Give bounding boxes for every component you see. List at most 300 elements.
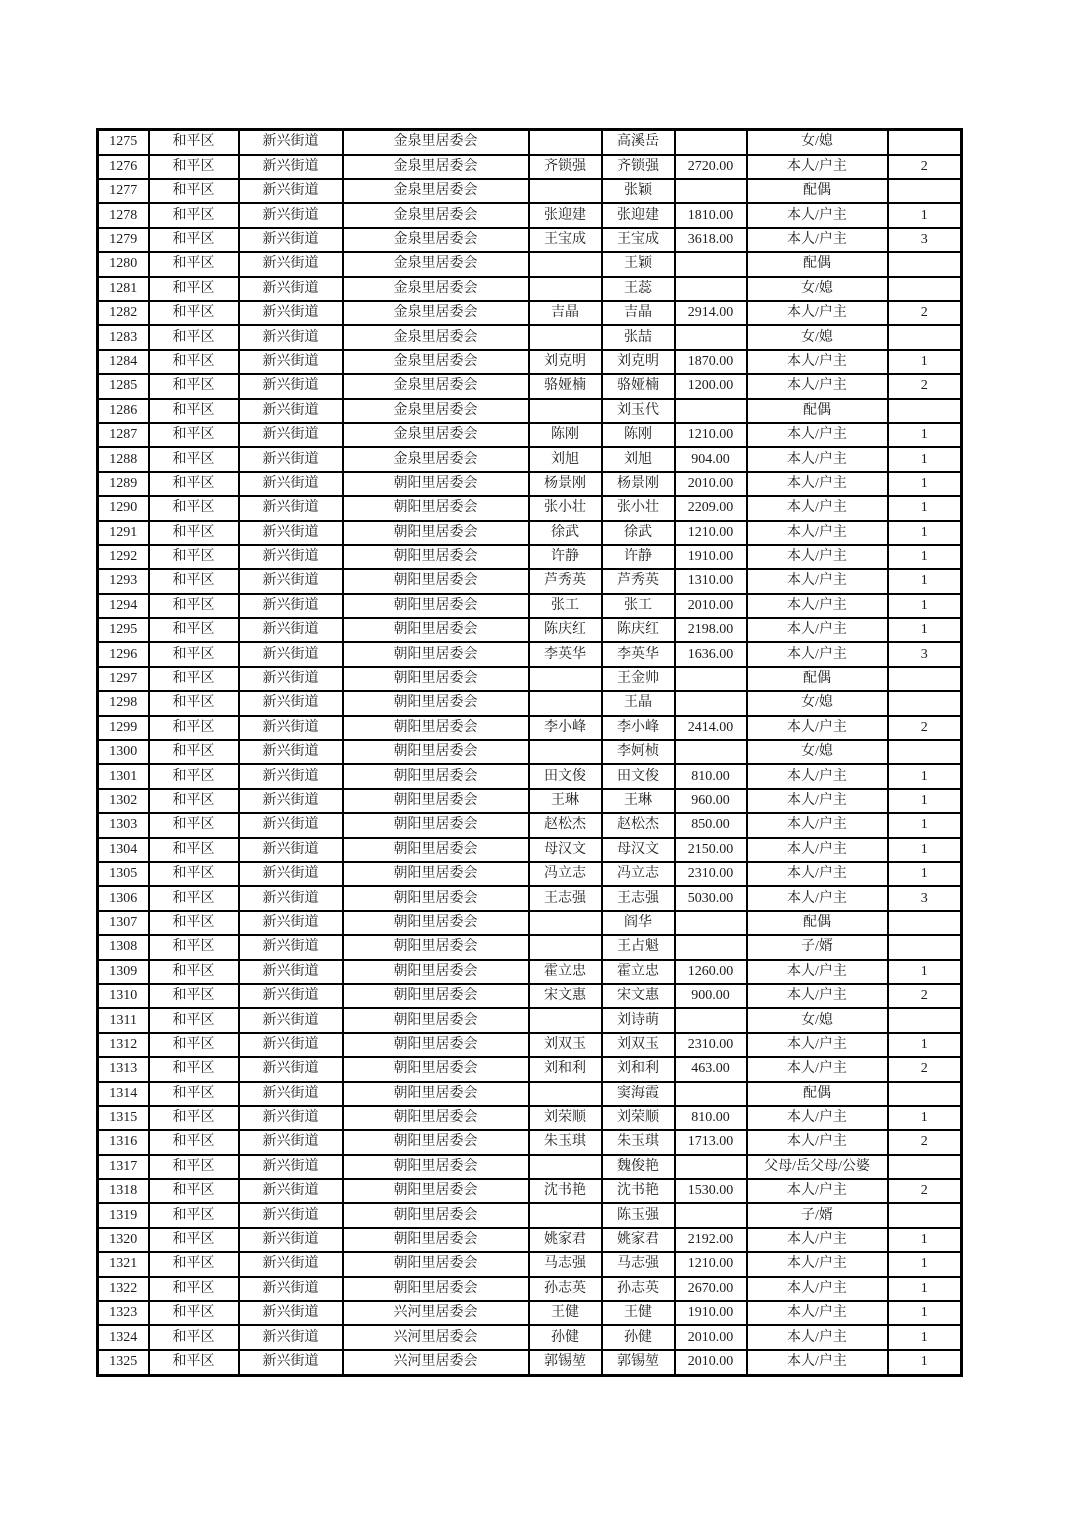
cell-amount: 900.00 — [675, 984, 747, 1008]
cell-district: 和平区 — [149, 960, 239, 984]
cell-relation: 本人/户主 — [747, 1252, 888, 1276]
cell-seq: 1305 — [98, 862, 149, 886]
cell-seq: 1302 — [98, 789, 149, 813]
cell-committee: 兴河里居委会 — [343, 1350, 529, 1376]
cell-amount — [675, 1082, 747, 1106]
cell-name2: 李英华 — [602, 642, 675, 666]
cell-district: 和平区 — [149, 1130, 239, 1154]
cell-district: 和平区 — [149, 1325, 239, 1349]
cell-name1: 霍立忠 — [529, 960, 602, 984]
cell-committee: 朝阳里居委会 — [343, 1228, 529, 1252]
cell-name2: 田文俊 — [602, 764, 675, 788]
cell-name1: 赵松杰 — [529, 813, 602, 837]
cell-street: 新兴街道 — [239, 960, 343, 984]
cell-seq: 1280 — [98, 252, 149, 276]
cell-amount: 1910.00 — [675, 545, 747, 569]
table-row — [98, 667, 962, 691]
cell-name1: 王志强 — [529, 886, 602, 910]
table-row — [98, 618, 962, 642]
table-row — [98, 447, 962, 471]
cell-relation: 本人/户主 — [747, 423, 888, 447]
cell-amount: 2414.00 — [675, 716, 747, 740]
cell-count: 1 — [888, 1228, 962, 1252]
cell-street: 新兴街道 — [239, 886, 343, 910]
cell-street: 新兴街道 — [239, 642, 343, 666]
cell-count: 1 — [888, 1033, 962, 1057]
cell-seq: 1283 — [98, 325, 149, 349]
cell-name1: 刘双玉 — [529, 1033, 602, 1057]
cell-name2: 刘玉代 — [602, 399, 675, 423]
table-row — [98, 1155, 962, 1179]
cell-amount: 1200.00 — [675, 374, 747, 398]
cell-name2: 郭锡堃 — [602, 1350, 675, 1376]
cell-seq: 1301 — [98, 764, 149, 788]
cell-street: 新兴街道 — [239, 1252, 343, 1276]
cell-seq: 1323 — [98, 1301, 149, 1325]
cell-seq: 1317 — [98, 1155, 149, 1179]
cell-name2: 王蕊 — [602, 277, 675, 301]
cell-seq: 1295 — [98, 618, 149, 642]
cell-name1: 刘荣顺 — [529, 1106, 602, 1130]
cell-amount: 1910.00 — [675, 1301, 747, 1325]
cell-amount: 2914.00 — [675, 301, 747, 325]
cell-relation: 本人/户主 — [747, 228, 888, 252]
cell-amount: 1636.00 — [675, 642, 747, 666]
table-row — [98, 886, 962, 910]
cell-name2: 刘荣顺 — [602, 1106, 675, 1130]
cell-committee: 朝阳里居委会 — [343, 1203, 529, 1227]
cell-committee: 朝阳里居委会 — [343, 1008, 529, 1032]
cell-relation: 女/媳 — [747, 130, 888, 155]
cell-district: 和平区 — [149, 155, 239, 179]
cell-street: 新兴街道 — [239, 764, 343, 788]
cell-district: 和平区 — [149, 1203, 239, 1227]
cell-committee: 朝阳里居委会 — [343, 1033, 529, 1057]
cell-name2: 朱玉琪 — [602, 1130, 675, 1154]
cell-district: 和平区 — [149, 1057, 239, 1081]
cell-relation: 本人/户主 — [747, 1350, 888, 1376]
cell-district: 和平区 — [149, 1252, 239, 1276]
cell-seq: 1291 — [98, 521, 149, 545]
cell-relation: 本人/户主 — [747, 1106, 888, 1130]
cell-relation: 本人/户主 — [747, 472, 888, 496]
cell-name1 — [529, 130, 602, 155]
cell-amount — [675, 1203, 747, 1227]
cell-street: 新兴街道 — [239, 911, 343, 935]
cell-count: 2 — [888, 374, 962, 398]
cell-amount: 2670.00 — [675, 1277, 747, 1301]
cell-seq: 1321 — [98, 1252, 149, 1276]
table-row — [98, 1008, 962, 1032]
cell-street: 新兴街道 — [239, 1203, 343, 1227]
cell-committee: 朝阳里居委会 — [343, 740, 529, 764]
cell-amount: 2010.00 — [675, 594, 747, 618]
cell-seq: 1278 — [98, 203, 149, 227]
cell-seq: 1288 — [98, 447, 149, 471]
table-row — [98, 1252, 962, 1276]
cell-relation: 本人/户主 — [747, 569, 888, 593]
cell-street: 新兴街道 — [239, 155, 343, 179]
cell-relation: 本人/户主 — [747, 716, 888, 740]
cell-name1: 王宝成 — [529, 228, 602, 252]
cell-relation: 本人/户主 — [747, 521, 888, 545]
table-row — [98, 301, 962, 325]
cell-district: 和平区 — [149, 911, 239, 935]
cell-relation: 配偶 — [747, 179, 888, 203]
cell-seq: 1322 — [98, 1277, 149, 1301]
cell-relation: 本人/户主 — [747, 1228, 888, 1252]
cell-name2: 许静 — [602, 545, 675, 569]
cell-seq: 1299 — [98, 716, 149, 740]
cell-district: 和平区 — [149, 521, 239, 545]
cell-street: 新兴街道 — [239, 252, 343, 276]
cell-name1: 王健 — [529, 1301, 602, 1325]
cell-count: 1 — [888, 569, 962, 593]
cell-committee: 金泉里居委会 — [343, 374, 529, 398]
cell-street: 新兴街道 — [239, 1179, 343, 1203]
cell-count: 1 — [888, 862, 962, 886]
cell-name1: 沈书艳 — [529, 1179, 602, 1203]
cell-street: 新兴街道 — [239, 545, 343, 569]
cell-count — [888, 1155, 962, 1179]
cell-street: 新兴街道 — [239, 447, 343, 471]
cell-count: 3 — [888, 886, 962, 910]
cell-district: 和平区 — [149, 447, 239, 471]
cell-amount: 2310.00 — [675, 1033, 747, 1057]
cell-seq: 1296 — [98, 642, 149, 666]
cell-relation: 本人/户主 — [747, 155, 888, 179]
cell-name1 — [529, 1082, 602, 1106]
cell-name2: 张喆 — [602, 325, 675, 349]
cell-amount: 1810.00 — [675, 203, 747, 227]
cell-seq: 1313 — [98, 1057, 149, 1081]
cell-name2: 马志强 — [602, 1252, 675, 1276]
cell-name2: 霍立忠 — [602, 960, 675, 984]
cell-relation: 本人/户主 — [747, 374, 888, 398]
table-row — [98, 496, 962, 520]
cell-name1: 刘克明 — [529, 350, 602, 374]
cell-street: 新兴街道 — [239, 399, 343, 423]
cell-seq: 1303 — [98, 813, 149, 837]
cell-street: 新兴街道 — [239, 1301, 343, 1325]
cell-committee: 朝阳里居委会 — [343, 813, 529, 837]
cell-district: 和平区 — [149, 325, 239, 349]
cell-name1: 刘旭 — [529, 447, 602, 471]
table-row — [98, 130, 962, 155]
cell-street: 新兴街道 — [239, 521, 343, 545]
household-subsidy-table — [96, 128, 963, 1377]
table-row — [98, 1106, 962, 1130]
cell-name1 — [529, 1155, 602, 1179]
table-row — [98, 1179, 962, 1203]
cell-committee: 朝阳里居委会 — [343, 667, 529, 691]
cell-count: 1 — [888, 496, 962, 520]
cell-name1 — [529, 691, 602, 715]
cell-district: 和平区 — [149, 569, 239, 593]
cell-committee: 朝阳里居委会 — [343, 1057, 529, 1081]
cell-relation: 本人/户主 — [747, 447, 888, 471]
cell-amount: 3618.00 — [675, 228, 747, 252]
cell-street: 新兴街道 — [239, 1082, 343, 1106]
cell-name2: 刘双玉 — [602, 1033, 675, 1057]
cell-committee: 金泉里居委会 — [343, 203, 529, 227]
cell-relation: 本人/户主 — [747, 1277, 888, 1301]
cell-count: 2 — [888, 716, 962, 740]
cell-relation: 本人/户主 — [747, 301, 888, 325]
cell-relation: 本人/户主 — [747, 838, 888, 862]
cell-seq: 1306 — [98, 886, 149, 910]
cell-name1: 杨景刚 — [529, 472, 602, 496]
cell-district: 和平区 — [149, 203, 239, 227]
cell-district: 和平区 — [149, 496, 239, 520]
cell-amount: 2720.00 — [675, 155, 747, 179]
cell-district: 和平区 — [149, 838, 239, 862]
cell-amount: 2209.00 — [675, 496, 747, 520]
cell-count — [888, 179, 962, 203]
cell-relation: 本人/户主 — [747, 1057, 888, 1081]
cell-count: 3 — [888, 642, 962, 666]
cell-name1: 田文俊 — [529, 764, 602, 788]
cell-district: 和平区 — [149, 1082, 239, 1106]
cell-district: 和平区 — [149, 1301, 239, 1325]
cell-name2: 李小峰 — [602, 716, 675, 740]
cell-relation: 本人/户主 — [747, 813, 888, 837]
table-row — [98, 179, 962, 203]
cell-relation: 女/媳 — [747, 740, 888, 764]
table-row — [98, 155, 962, 179]
cell-count: 2 — [888, 301, 962, 325]
cell-name2: 张迎建 — [602, 203, 675, 227]
cell-name1: 张小壮 — [529, 496, 602, 520]
cell-street: 新兴街道 — [239, 789, 343, 813]
table-row — [98, 1325, 962, 1349]
cell-amount: 1530.00 — [675, 1179, 747, 1203]
table-row — [98, 764, 962, 788]
cell-name1: 马志强 — [529, 1252, 602, 1276]
cell-district: 和平区 — [149, 1350, 239, 1376]
cell-amount: 904.00 — [675, 447, 747, 471]
cell-name2: 陈庆红 — [602, 618, 675, 642]
table-row — [98, 374, 962, 398]
cell-name1: 齐锁强 — [529, 155, 602, 179]
cell-amount: 2192.00 — [675, 1228, 747, 1252]
cell-amount: 1870.00 — [675, 350, 747, 374]
cell-name2: 杨景刚 — [602, 472, 675, 496]
cell-committee: 金泉里居委会 — [343, 179, 529, 203]
cell-relation: 本人/户主 — [747, 1301, 888, 1325]
cell-count — [888, 935, 962, 959]
cell-seq: 1282 — [98, 301, 149, 325]
cell-street: 新兴街道 — [239, 496, 343, 520]
cell-street: 新兴街道 — [239, 277, 343, 301]
cell-name1: 姚家君 — [529, 1228, 602, 1252]
cell-district: 和平区 — [149, 1179, 239, 1203]
cell-count: 1 — [888, 545, 962, 569]
table-row — [98, 203, 962, 227]
cell-committee: 金泉里居委会 — [343, 447, 529, 471]
cell-relation: 本人/户主 — [747, 618, 888, 642]
cell-count: 1 — [888, 838, 962, 862]
cell-count — [888, 399, 962, 423]
cell-relation: 本人/户主 — [747, 789, 888, 813]
cell-count: 2 — [888, 155, 962, 179]
cell-name2: 刘旭 — [602, 447, 675, 471]
cell-name2: 王颖 — [602, 252, 675, 276]
cell-seq: 1300 — [98, 740, 149, 764]
cell-count — [888, 325, 962, 349]
cell-name1 — [529, 911, 602, 935]
cell-street: 新兴街道 — [239, 350, 343, 374]
cell-district: 和平区 — [149, 716, 239, 740]
cell-district: 和平区 — [149, 1033, 239, 1057]
cell-count: 1 — [888, 1301, 962, 1325]
table-row — [98, 545, 962, 569]
cell-street: 新兴街道 — [239, 1106, 343, 1130]
cell-street: 新兴街道 — [239, 1033, 343, 1057]
cell-name1 — [529, 277, 602, 301]
cell-amount: 1210.00 — [675, 423, 747, 447]
cell-name1: 许静 — [529, 545, 602, 569]
cell-amount: 1310.00 — [675, 569, 747, 593]
cell-count: 1 — [888, 1350, 962, 1376]
cell-street: 新兴街道 — [239, 667, 343, 691]
cell-seq: 1310 — [98, 984, 149, 1008]
cell-name1: 骆娅楠 — [529, 374, 602, 398]
cell-amount: 850.00 — [675, 813, 747, 837]
cell-name2: 王晶 — [602, 691, 675, 715]
cell-name2: 赵松杰 — [602, 813, 675, 837]
cell-committee: 朝阳里居委会 — [343, 618, 529, 642]
cell-street: 新兴街道 — [239, 838, 343, 862]
cell-relation: 本人/户主 — [747, 984, 888, 1008]
cell-amount — [675, 179, 747, 203]
cell-name2: 刘和利 — [602, 1057, 675, 1081]
cell-committee: 金泉里居委会 — [343, 155, 529, 179]
cell-name2: 刘诗萌 — [602, 1008, 675, 1032]
cell-name2: 王宝成 — [602, 228, 675, 252]
cell-street: 新兴街道 — [239, 423, 343, 447]
cell-committee: 朝阳里居委会 — [343, 911, 529, 935]
cell-seq: 1298 — [98, 691, 149, 715]
cell-name2: 王志强 — [602, 886, 675, 910]
cell-committee: 朝阳里居委会 — [343, 642, 529, 666]
table-row — [98, 838, 962, 862]
cell-name1: 朱玉琪 — [529, 1130, 602, 1154]
cell-count: 1 — [888, 960, 962, 984]
table-body — [98, 130, 962, 1376]
cell-district: 和平区 — [149, 1155, 239, 1179]
cell-seq: 1307 — [98, 911, 149, 935]
cell-amount — [675, 911, 747, 935]
cell-amount — [675, 1008, 747, 1032]
cell-street: 新兴街道 — [239, 325, 343, 349]
cell-name2: 沈书艳 — [602, 1179, 675, 1203]
cell-amount: 810.00 — [675, 764, 747, 788]
cell-committee: 朝阳里居委会 — [343, 1179, 529, 1203]
cell-amount: 5030.00 — [675, 886, 747, 910]
cell-name2: 芦秀英 — [602, 569, 675, 593]
table-row — [98, 228, 962, 252]
table-row — [98, 1301, 962, 1325]
cell-relation: 配偶 — [747, 252, 888, 276]
cell-count: 1 — [888, 813, 962, 837]
cell-count: 1 — [888, 1252, 962, 1276]
cell-name2: 吉晶 — [602, 301, 675, 325]
cell-amount: 2198.00 — [675, 618, 747, 642]
cell-district: 和平区 — [149, 1228, 239, 1252]
cell-amount: 463.00 — [675, 1057, 747, 1081]
cell-seq: 1308 — [98, 935, 149, 959]
cell-name1: 吉晶 — [529, 301, 602, 325]
cell-seq: 1309 — [98, 960, 149, 984]
cell-street: 新兴街道 — [239, 594, 343, 618]
cell-amount — [675, 691, 747, 715]
table-row — [98, 642, 962, 666]
table-row — [98, 1130, 962, 1154]
cell-district: 和平区 — [149, 764, 239, 788]
cell-amount — [675, 667, 747, 691]
cell-street: 新兴街道 — [239, 813, 343, 837]
cell-count: 1 — [888, 447, 962, 471]
table-row — [98, 1033, 962, 1057]
cell-street: 新兴街道 — [239, 1130, 343, 1154]
cell-name2: 高溪岳 — [602, 130, 675, 155]
cell-count — [888, 1203, 962, 1227]
cell-committee: 朝阳里居委会 — [343, 594, 529, 618]
cell-seq: 1319 — [98, 1203, 149, 1227]
cell-name2: 冯立志 — [602, 862, 675, 886]
cell-name2: 王金帅 — [602, 667, 675, 691]
table-row — [98, 1350, 962, 1376]
cell-seq: 1325 — [98, 1350, 149, 1376]
cell-committee: 金泉里居委会 — [343, 325, 529, 349]
cell-amount — [675, 252, 747, 276]
cell-seq: 1293 — [98, 569, 149, 593]
cell-relation: 本人/户主 — [747, 642, 888, 666]
cell-seq: 1304 — [98, 838, 149, 862]
cell-district: 和平区 — [149, 374, 239, 398]
cell-committee: 金泉里居委会 — [343, 277, 529, 301]
cell-committee: 朝阳里居委会 — [343, 1082, 529, 1106]
cell-name1: 陈庆红 — [529, 618, 602, 642]
cell-street: 新兴街道 — [239, 862, 343, 886]
cell-name1 — [529, 179, 602, 203]
cell-amount: 1713.00 — [675, 1130, 747, 1154]
cell-name2: 张小壮 — [602, 496, 675, 520]
cell-seq: 1277 — [98, 179, 149, 203]
cell-relation: 女/媳 — [747, 691, 888, 715]
cell-committee: 金泉里居委会 — [343, 301, 529, 325]
cell-seq: 1311 — [98, 1008, 149, 1032]
cell-count: 1 — [888, 594, 962, 618]
cell-name2: 陈刚 — [602, 423, 675, 447]
cell-count — [888, 691, 962, 715]
table-row — [98, 716, 962, 740]
cell-street: 新兴街道 — [239, 203, 343, 227]
table-row — [98, 1203, 962, 1227]
cell-name2: 徐武 — [602, 521, 675, 545]
cell-committee: 朝阳里居委会 — [343, 1252, 529, 1276]
cell-name1: 李英华 — [529, 642, 602, 666]
cell-count — [888, 1082, 962, 1106]
cell-street: 新兴街道 — [239, 1277, 343, 1301]
cell-committee: 朝阳里居委会 — [343, 716, 529, 740]
table-row — [98, 1277, 962, 1301]
cell-relation: 本人/户主 — [747, 594, 888, 618]
cell-seq: 1316 — [98, 1130, 149, 1154]
cell-name2: 王健 — [602, 1301, 675, 1325]
cell-relation: 本人/户主 — [747, 1325, 888, 1349]
